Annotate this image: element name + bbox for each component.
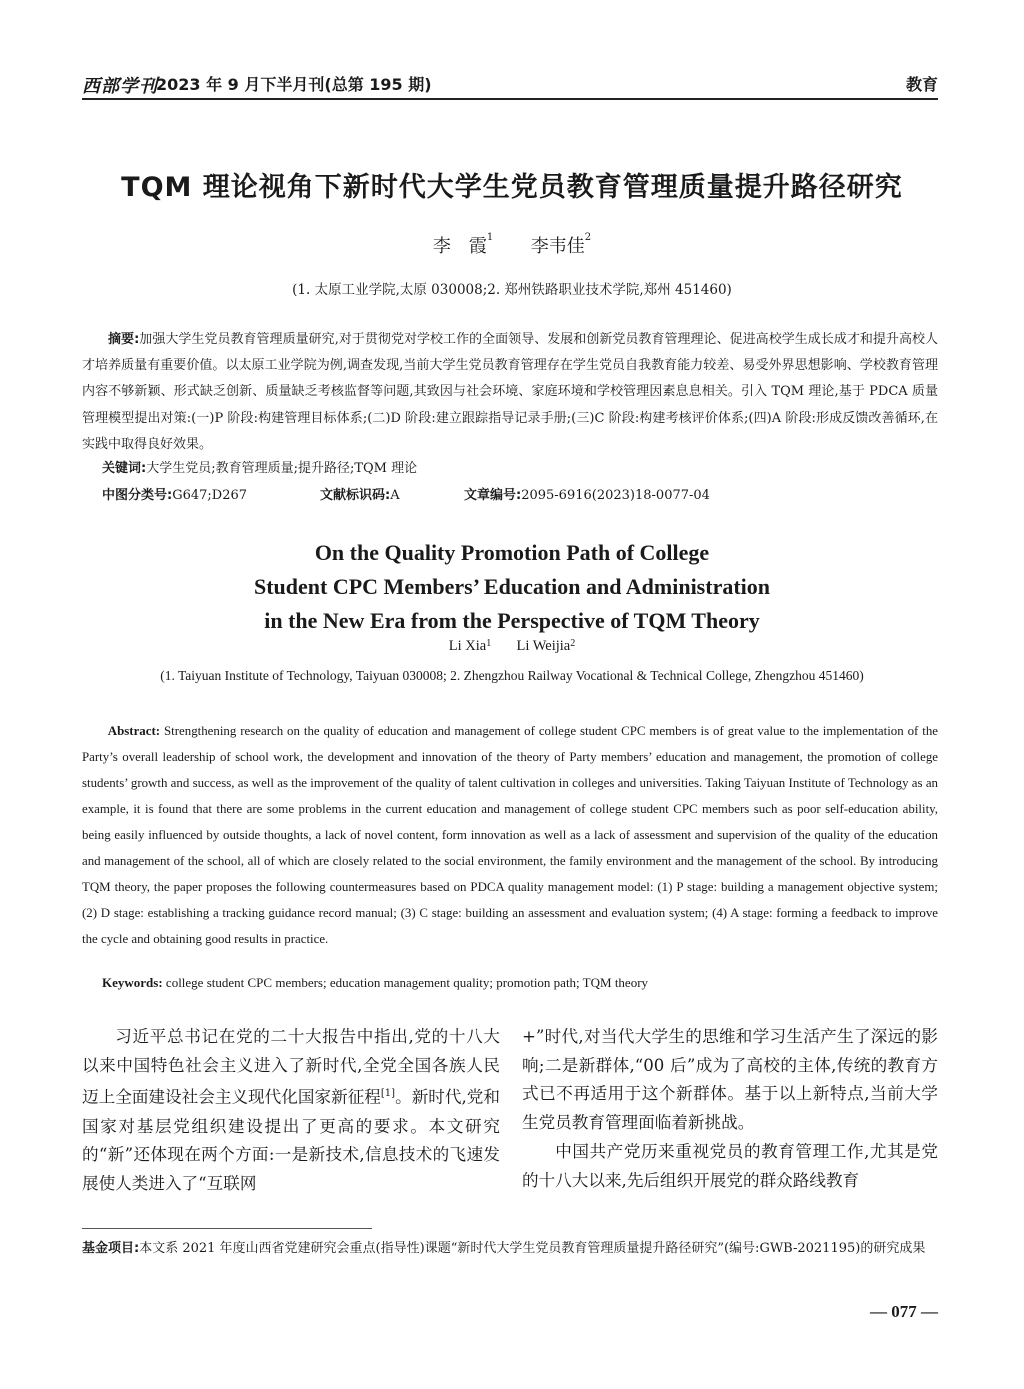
abstract-text: Strengthening research on the quality of education and management of college student CPC members is of great value to the implementation of the Party’s overall leadership of school work, the development and innovation of the theory of Party members’ education and management, the promotion of college students’ growth and success, as well as the improvement of the quality of talent cultivation in colleges and universities. Taking Taiyuan Institute of Technology as an example, it is found that there are some problems in the current education and management of college student CPC members such as poor self-education ability, being easily influenced by outside thoughts, a lack of novel content, form innovation as well as a lack of assessment and supervision of the quality of the education and management of the school, all of which are closely related to the social environment, the family environment and the management of the school. By introducing TQM theory, the paper proposes the following countermeasures based on PDCA quality management model: (1) P stage: building a management objective system; (2) D stage: establishing a tracking guidance record manual; (3) C stage: building an assessment and evaluation system; (4) A stage: forming a feedback to improve the cycle and obtaining good results in practice. [82,724,938,946]
title-english-line: in the New Era from the Perspective of TQM Theory [264,608,760,633]
article-number-label: 文章编号: [464,488,522,503]
citation-ref: [1] [380,1088,396,1100]
abstract-english [82,718,938,952]
page-number: — 077 — [870,1302,938,1321]
author-name: 李韦佳 [530,236,585,257]
affiliation-chinese: (1. 太原工业学院,太原 030008;2. 郑州铁路职业技术学院,郑州 451460) [292,282,732,298]
title-english [0,536,1024,638]
footnote-divider [82,1228,372,1229]
document-code-value: A [390,488,400,503]
body-column-left [82,1023,500,1199]
footnote-text: 本文系 2021 年度山西省党建研究会重点(指导性)课题“新时代大学生党员教育管理质量提升路径研究”(编号:GWB-2021195)的研究成果 [139,1241,926,1256]
funding-footnote [82,1236,938,1262]
header-divider [82,98,938,100]
title-chinese: TQM 理论视角下新时代大学生党员教育管理质量提升路径研究 [121,172,903,203]
abstract-label: 摘要: [108,332,140,347]
keywords-text: college student CPC members; education management quality; promotion path; TQM theory [165,975,649,990]
document-code-label: 文献标识码: [320,488,391,503]
document-code [320,484,400,503]
keywords-label: Keywords: [102,975,163,990]
author-affiliation-mark: 2 [570,638,576,649]
body-paragraph [82,1023,500,1199]
title-english-line: Student CPC Members’ Education and Administration [253,574,771,599]
journal-issue: 2023 年 9 月下半月刊(总第 195 期) [156,75,432,94]
section-name: 教育 [905,75,938,94]
paragraph-text: 。新时代,党和国家对基层党组织建设提出了更高的要求。本文研究的“新”还体现在两个方面:一是新技术,信息技术的飞速发展使人类进入了“互联网 [82,1087,500,1194]
affiliation-english: (1. Taiyuan Institute of Technology, Taiyuan 030008; 2. Zhengzhou Railway Vocational & Technical College, Zhengzhou 451460) [160,668,864,683]
keywords-english [102,975,938,991]
author-name: Li Weijia [516,638,571,654]
clc-value: G647;D267 [172,488,248,503]
keywords-text: 大学生党员;教育管理质量;提升路径;TQM 理论 [146,461,418,476]
author-affiliation-mark: 1 [486,638,492,649]
footnote-label: 基金项目: [82,1241,140,1256]
article-number-value: 2095-6916(2023)18-0077-04 [521,488,710,503]
authors-english [0,638,1024,655]
page-header [82,68,938,98]
keywords-chinese [102,457,938,476]
authors-chinese [0,232,1024,258]
body-column-right [522,1023,938,1195]
author-name: Li Xia [448,638,487,654]
title-english-line: On the Quality Promotion Path of College [314,540,710,565]
abstract-text: 加强大学生党员教育管理质量研究,对于贯彻党对学校工作的全面领导、发展和创新党员教育管理理论、促进高校学生成长成才和提升高校人才培养质量有重要价值。以太原工业学院为例,调查发现,当前大学生党员教育管理存在学生党员自我教育能力较差、易受外界思想影响、学校教育管理内容不够新颖、形式缺乏创新、质量缺乏考核监督等问题,其致因与社会环境、家庭环境和学校管理因素息息相关。引入 TQM 理论,基于 PDCA 质量管理模型提出对策:(一)P 阶段:构建管理目标体系;(二)D 阶段:建立跟踪指导记录手册;(三)C 阶段:构建考核评价体系;(四)A 阶段:形成反馈改善循环,在实践中取得良好效果。 [82,332,939,452]
author-name: 李 霞 [432,236,487,257]
abstract-chinese [82,327,938,458]
body-paragraph: +”时代,对当代大学生的思维和学习生活产生了深远的影响;二是新群体,“00 后”成为了高校的主体,传统的教育方式已不再适用于这个新群体。基于以上新特点,当前大学生党员教育管理面临着新挑战。 [522,1027,938,1133]
author-affiliation-mark: 2 [584,232,592,243]
clc-label: 中图分类号: [102,488,173,503]
journal-logo: 西部学刊 [82,76,158,97]
body-paragraph: 中国共产党历来重视党员的教育管理工作,尤其是党的十八大以来,先后组织开展党的群众路线教育 [522,1141,938,1190]
paragraph-text: 习近平总书记在党的二十大报告中指出,党的十八大以来中国特色社会主义进入了新时代,全党全国各族人民迈上全面建设社会主义现代化国家新征程 [82,1027,500,1107]
abstract-label: Abstract: [107,724,161,738]
keywords-label: 关键词: [102,461,147,476]
article-number [464,484,710,503]
author-affiliation-mark: 1 [486,232,494,243]
clc-number [102,484,247,503]
